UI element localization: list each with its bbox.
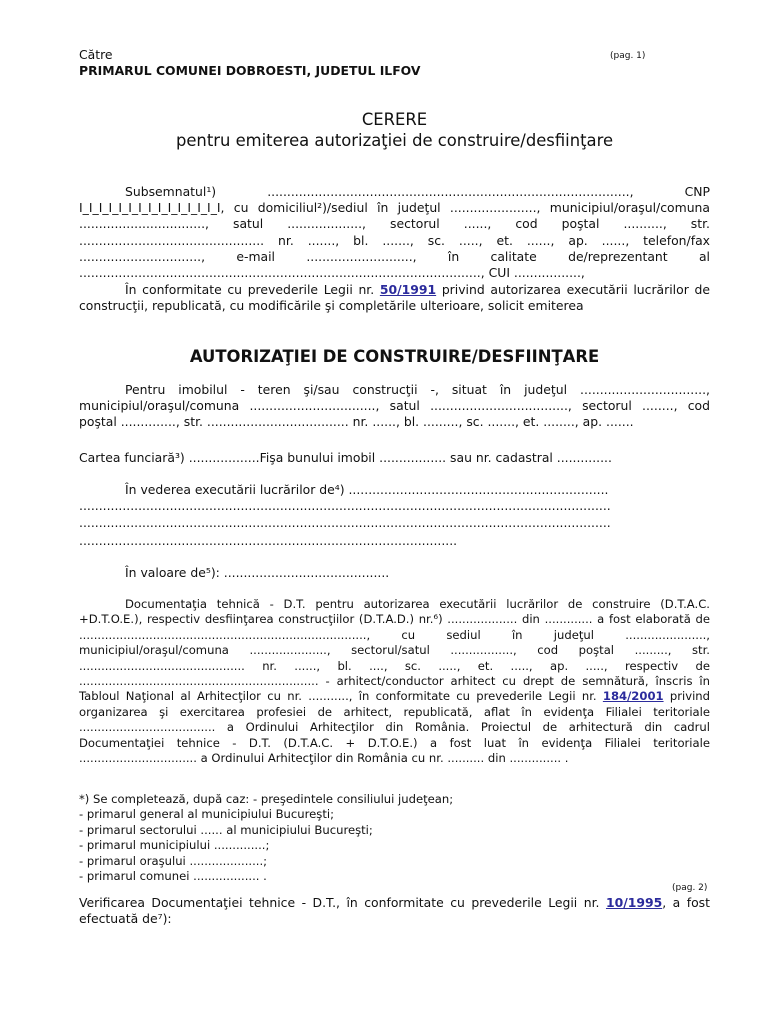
footnote-item: - primarul oraşului ....................; <box>79 853 268 868</box>
property-paragraph: Pentru imobilul - teren şi/sau construcţii -, situat în judeţul ................................, municipiul/oraşul/comuna ................................, satul ..................................., sectorul ........, cod poştal .............., str. .................................... nr. ......, bl. ........., sc. ......., et. ........, ap. ....... <box>79 382 710 430</box>
page-number-2: (pag. 2) <box>672 883 708 893</box>
value-line: În valoare de⁵): .......................................... <box>125 565 390 580</box>
footnote-item: - primarul municipiului ..............; <box>79 838 270 853</box>
recipient-name: PRIMARUL COMUNEI DOBROESTI, JUDETUL ILFOV <box>79 63 421 78</box>
law-link-184-2001[interactable]: 184/2001 <box>602 689 664 704</box>
law-link-10-1995[interactable]: 10/1995 <box>605 895 663 910</box>
works-line-2: ....................................................................................................................................... <box>79 498 611 513</box>
law-link-50-1991[interactable]: 50/1991 <box>379 282 437 297</box>
documentation-text-before: Documentaţia tehnică - D.T. pentru autorizarea executării lucrărilor de construire (D.T.A.C. +D.T.O.E.), respectiv desfiinţarea construcţiilor (D.T.A.D.) nr.⁶) ................... din ............. a fost elaborată de .............................................................................., cu sediul în judeţul ......................, municipiul/oraşul/comuna ....................., sectorul/satul ................., cod poştal ........., str. ............................................. nr. ......, bl. ...., sc. ....., et. ....., ap. ....., respectiv de ................................................................. - arhitect/conductor arhitect cu drept de semnătură, înscris în Tabloul Naţional al Arhitecţilor cu nr. ..........., în conformitate cu prevederile Legii nr. <box>79 597 710 704</box>
document-subtitle: pentru emiterea autorizaţiei de construire/desfiinţare <box>175 131 614 150</box>
footnote-list <box>79 792 710 884</box>
request-text-after: privind autorizarea executării lucrărilor de construcţii, republicată, cu modificările şi completările ulterioare, solicit emiterea <box>79 282 710 314</box>
request-paragraph <box>79 282 710 314</box>
footnote-item: - primarul general al municipiului Bucureşti; <box>79 807 334 822</box>
cadastral-line: Cartea funciară³) ..................Fişa bunului imobil ................. sau nr. cadastral .............. <box>79 450 612 465</box>
recipient-label: Către <box>79 47 113 62</box>
page-number-1: (pag. 1) <box>610 51 646 61</box>
document-title: CERERE <box>361 110 428 129</box>
footnote-item: - primarul sectorului ...... al municipiului Bucureşti; <box>79 822 373 837</box>
verification-text-after: , a fost efectuată de⁷): <box>79 895 710 927</box>
works-line-4: ................................................................................................ <box>79 533 458 548</box>
verification-paragraph <box>79 895 710 927</box>
documentation-text-after: privind organizarea şi exercitarea profesiei de arhitect, republicată, aflat în evidenţa Filialei teritoriale ..................................... a Ordinului Arhitecţilor din România. Proiectul de arhitectură din cadrul Documentaţiei tehnice - D.T. (D.T.A.C. + D.T.O.E.) a fost luat în evidenţa Filialei teritoriale ................................ a Ordinului Arhitecţilor din România cu nr. .......... din .............. . <box>79 689 710 766</box>
works-line-3: ....................................................................................................................................... <box>79 515 611 530</box>
footnote-item: *) Se completează, după caz: - preşedintele consiliului judeţean; <box>79 792 454 806</box>
request-text-before: În conformitate cu prevederile Legii nr. <box>125 282 375 297</box>
applicant-paragraph: Subsemnatul¹) ............................................................................................, CNP I_I_I_I_I_I_I_I_I_I_I_I_I_I_I, cu domiciliul²)/sediul în judeţul ......................, municipiul/oraşul/comuna ................................, satul ..................., sectorul ......, cod poştal .........., str. ............................................... nr. ......., bl. ......., sc. ....., et. ......, ap. ......, telefon/fax ..............................., e-mail ..........................., în calitate de/reprezentant al ......................................................................................................, CUI ................., <box>79 184 710 281</box>
section-heading: AUTORIZAŢIEI DE CONSTRUIRE/DESFIINŢARE <box>189 347 600 366</box>
footnote-item: - primarul comunei .................. . <box>79 869 267 884</box>
works-line-1: În vederea executării lucrărilor de⁴) .................................................................. <box>125 482 609 497</box>
verification-text-before: Verificarea Documentaţiei tehnice - D.T., în conformitate cu prevederile Legii nr. <box>79 895 600 910</box>
documentation-paragraph <box>79 597 710 766</box>
